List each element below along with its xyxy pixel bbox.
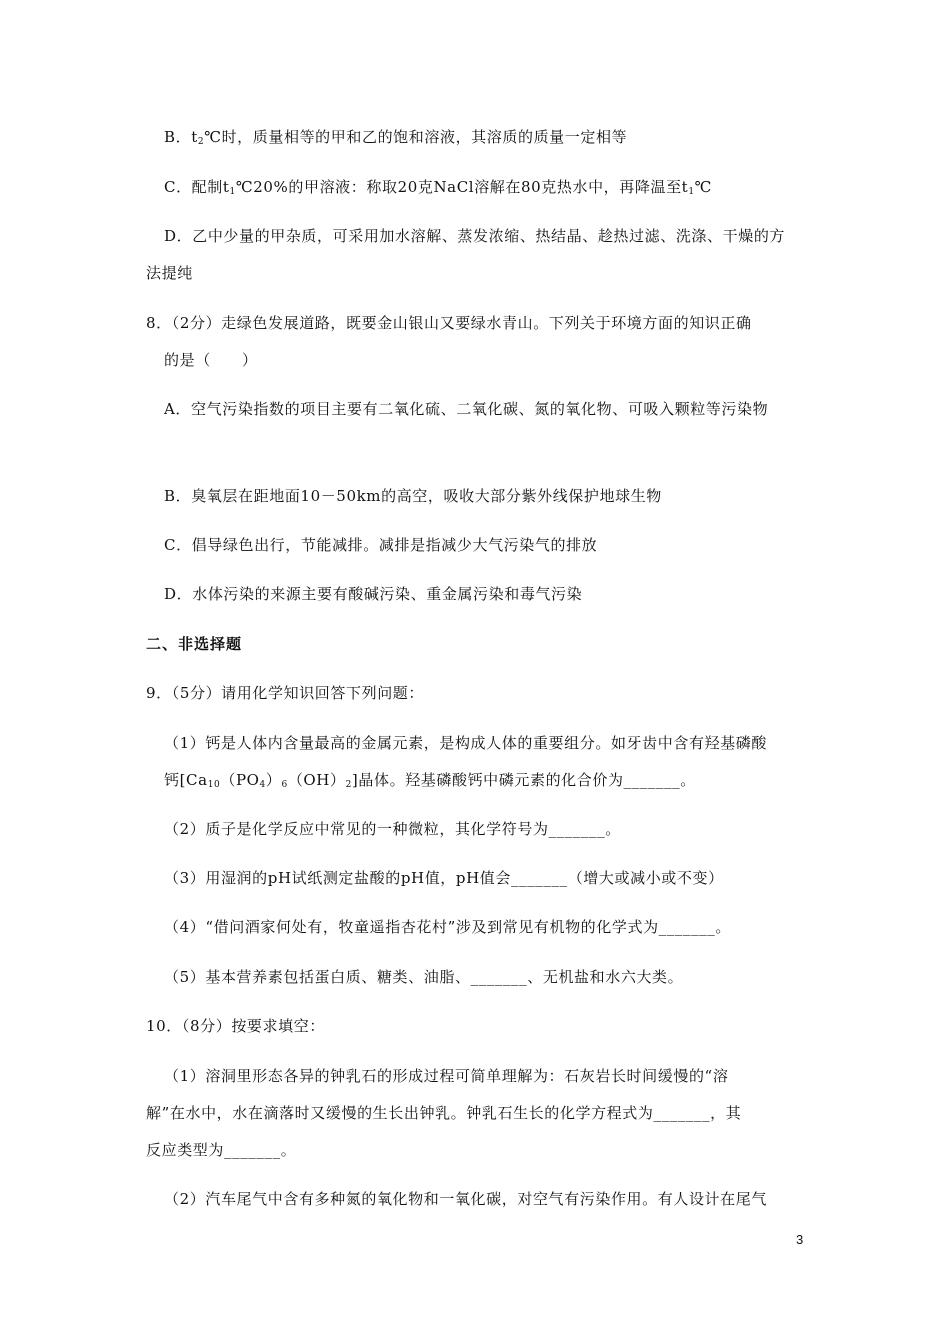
q7-option-c: C．配制$t_1℃20\%$的甲溶液：称取20克NaCl溶解在80克热水中，再降温至$t_1℃$ [164, 178, 713, 197]
q8-option-d: D．水体污染的来源主要有酸碱污染、重金属污染和毒气污染 [164, 585, 583, 603]
q7-option-b: B．$t_2℃$时，质量相等的甲和乙的饱和溶液，其溶质的质量一定相等 [164, 128, 628, 147]
q10-part2-line1: （2）汽车尾气中含有多种氮的氧化物和一氧化碳，对空气有污染作用。有人设计在尾气 [164, 1190, 767, 1208]
q10-stem: 10．（8分）按要求填空： [146, 1017, 325, 1035]
page-number: 3 [796, 1232, 804, 1247]
q7-option-d-line2: 法提纯 [146, 264, 193, 282]
q9-part2: （2）质子是化学反应中常见的一种微粒，其化学符号为_______。 [164, 820, 621, 838]
q10-part1-line3: 反应类型为_______。 [146, 1141, 297, 1159]
q9-part5: （5）基本营养素包括蛋白质、糖类、油脂、_______、无机盐和水六大类。 [164, 968, 684, 986]
section-title: 二、非选择题 [146, 635, 243, 653]
q8-option-c: C．倡导绿色出行，节能减排。减排是指减少大气污染气的排放 [164, 536, 598, 554]
q9-part1-line1: （1）钙是人体内含量最高的金属元素，是构成人体的重要组分。如牙齿中含有羟基磷酸 [164, 734, 767, 752]
q7-option-d-line1: D．乙中少量的甲杂质，可采用加水溶解、蒸发浓缩、热结晶、趁热过滤、洗涤、干燥的方 [164, 227, 786, 245]
q8-stem-line1: 8．（2分）走绿色发展道路，既要金山银山又要绿水青山。下列关于环境方面的知识正确 [146, 314, 752, 332]
q9-stem: 9．（5分）请用化学知识回答下列问题： [146, 684, 424, 702]
q9-part4: （4）“借问酒家何处有，牧童遥指杏花村”涉及到常见有机物的化学式为_______。 [164, 918, 731, 936]
q9-part3: （3）用湿润的pH试纸测定盐酸的pH值，pH值会_______（增大或减小或不变） [164, 869, 724, 887]
q10-part1-line1: （1）溶洞里形态各异的钟乳石的形成过程可简单理解为：石灰岩长时间缓慢的“溶 [164, 1067, 729, 1085]
q10-part1-line2: 解”在水中，水在滴落时又缓慢的生长出钟乳。钟乳石生长的化学方程式为_______，其 [146, 1104, 742, 1122]
q8-stem-line2: 的是（ ） [164, 351, 258, 369]
q8-option-b: B．臭氧层在距地面10－50km的高空，吸收大部分紫外线保护地球生物 [164, 487, 662, 505]
q9-part1-line2: 钙$[Ca_{10}(PO_4)_6(OH)_2]$晶体。羟基磷酸钙中磷元素的化合价为_______。 [164, 771, 696, 790]
q8-option-a: A．空气污染指数的项目主要有二氧化硫、二氧化碳、氮的氧化物、可吸入颗粒等污染物 [164, 400, 769, 418]
